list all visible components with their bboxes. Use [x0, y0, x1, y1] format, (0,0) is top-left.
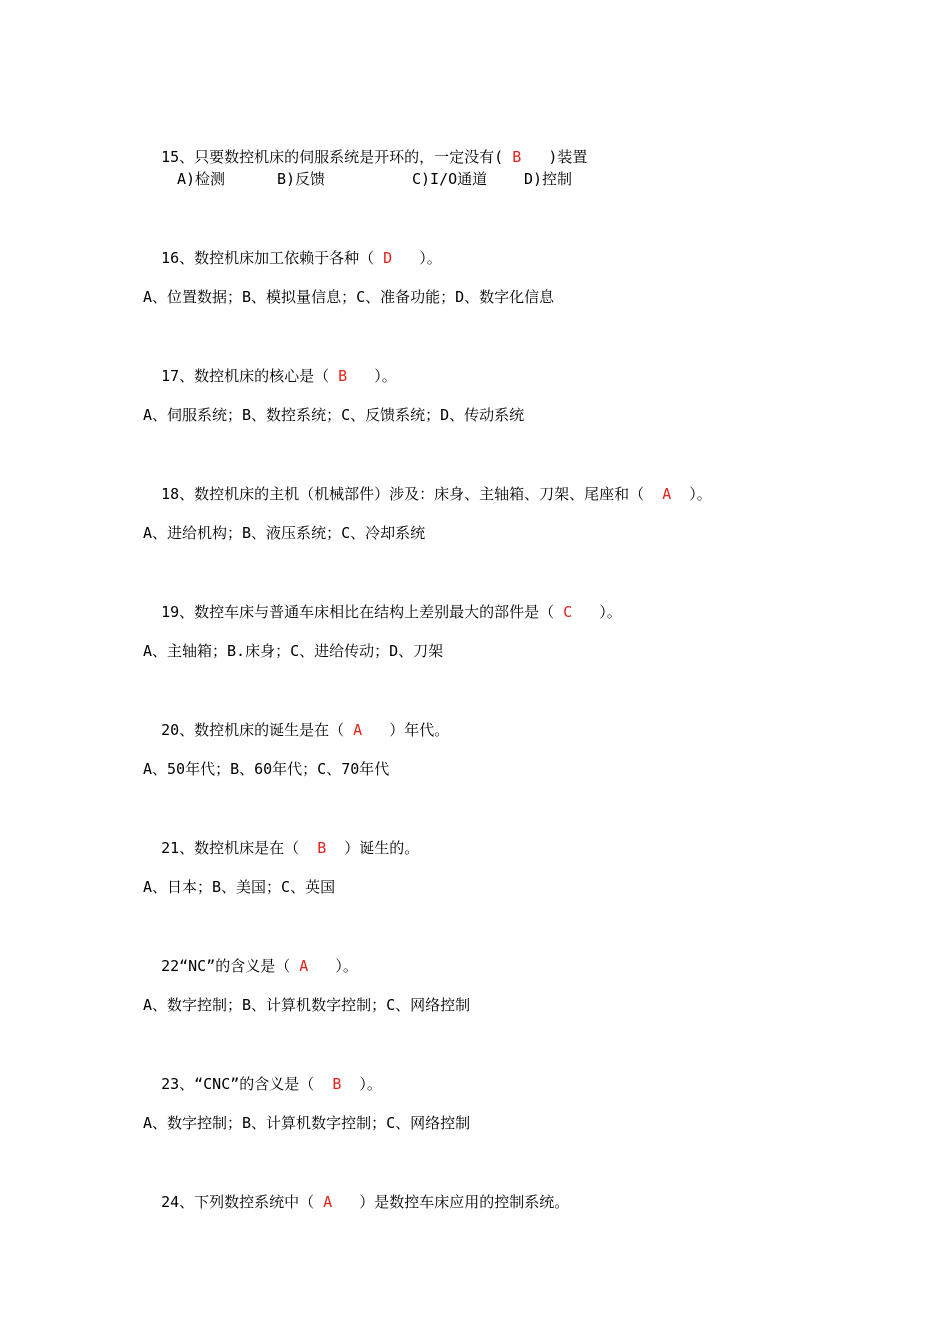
option-b: B)反馈 [277, 170, 326, 188]
question-text: 16、数控机床加工依赖于各种（ [161, 249, 384, 267]
options-line: A、日本；B、美国；C、英国 [143, 878, 336, 896]
question-text: 19、数控车床与普通车床相比在结构上差别最大的部件是（ [161, 603, 564, 621]
options-line: A、数字控制；B、计算机数字控制；C、网络控制 [143, 1114, 471, 1132]
options-line: A、位置数据；B、模拟量信息；C、准备功能；D、数字化信息 [143, 288, 555, 306]
answer-letter: C [563, 603, 573, 621]
question-text: 18、数控机床的主机（机械部件）涉及：床身、主轴箱、刀架、尾座和（ [161, 485, 663, 503]
question-text: 24、下列数控系统中（ [161, 1193, 324, 1211]
options-line: A、数字控制；B、计算机数字控制；C、网络控制 [143, 996, 471, 1014]
option-c: C)I/O通道 [412, 170, 488, 188]
answer-letter: B [512, 148, 522, 166]
answer-letter: A [353, 721, 363, 739]
question-22 [143, 936, 358, 976]
question-15 [143, 127, 587, 167]
answer-letter: B [332, 1075, 342, 1093]
options-line: A、伺服系统；B、数控系统；C、反馈系统；D、传动系统 [143, 406, 525, 424]
question-text-end: ）年代。 [362, 721, 450, 739]
options-line: A、主轴箱；B.床身；C、进给传动；D、刀架 [143, 642, 444, 660]
question-16 [143, 228, 442, 268]
answer-letter: B [317, 839, 327, 857]
question-text-end: ）诞生的。 [326, 839, 420, 857]
question-text: 17、数控机床的核心是（ [161, 367, 339, 385]
answer-letter: A [323, 1193, 333, 1211]
question-19 [143, 582, 622, 622]
question-text-end: ）。 [572, 603, 622, 621]
question-24 [143, 1172, 569, 1212]
question-18 [143, 464, 712, 504]
question-text-end: ）。 [392, 249, 442, 267]
question-text-end: ）是数控车床应用的控制系统。 [332, 1193, 570, 1211]
question-15-options [177, 169, 597, 189]
question-text: 21、数控机床是在（ [161, 839, 318, 857]
option-d: D)控制 [524, 170, 573, 188]
question-text: 22“NC”的含义是（ [161, 957, 300, 975]
question-23 [143, 1054, 382, 1094]
question-21 [143, 818, 419, 858]
question-text: 20、数控机床的诞生是在（ [161, 721, 354, 739]
option-a: A)检测 [177, 170, 226, 188]
question-text-end: ）。 [341, 1075, 382, 1093]
question-20 [143, 700, 449, 740]
question-text: 15、只要数控机床的伺服系统是开环的，一定没有( [161, 148, 513, 166]
options-line: A、进给机构；B、液压系统；C、冷却系统 [143, 524, 426, 542]
question-text: 23、“CNC”的含义是（ [161, 1075, 333, 1093]
answer-letter: B [338, 367, 348, 385]
answer-letter: D [383, 249, 393, 267]
question-text-end: ）。 [671, 485, 712, 503]
options-line: A、50年代；B、60年代；C、70年代 [143, 760, 390, 778]
question-text-end: ）。 [308, 957, 358, 975]
answer-letter: A [662, 485, 672, 503]
answer-letter: A [299, 957, 309, 975]
question-17 [143, 346, 397, 386]
question-text-end: )装置 [521, 148, 588, 166]
question-text-end: ）。 [347, 367, 397, 385]
